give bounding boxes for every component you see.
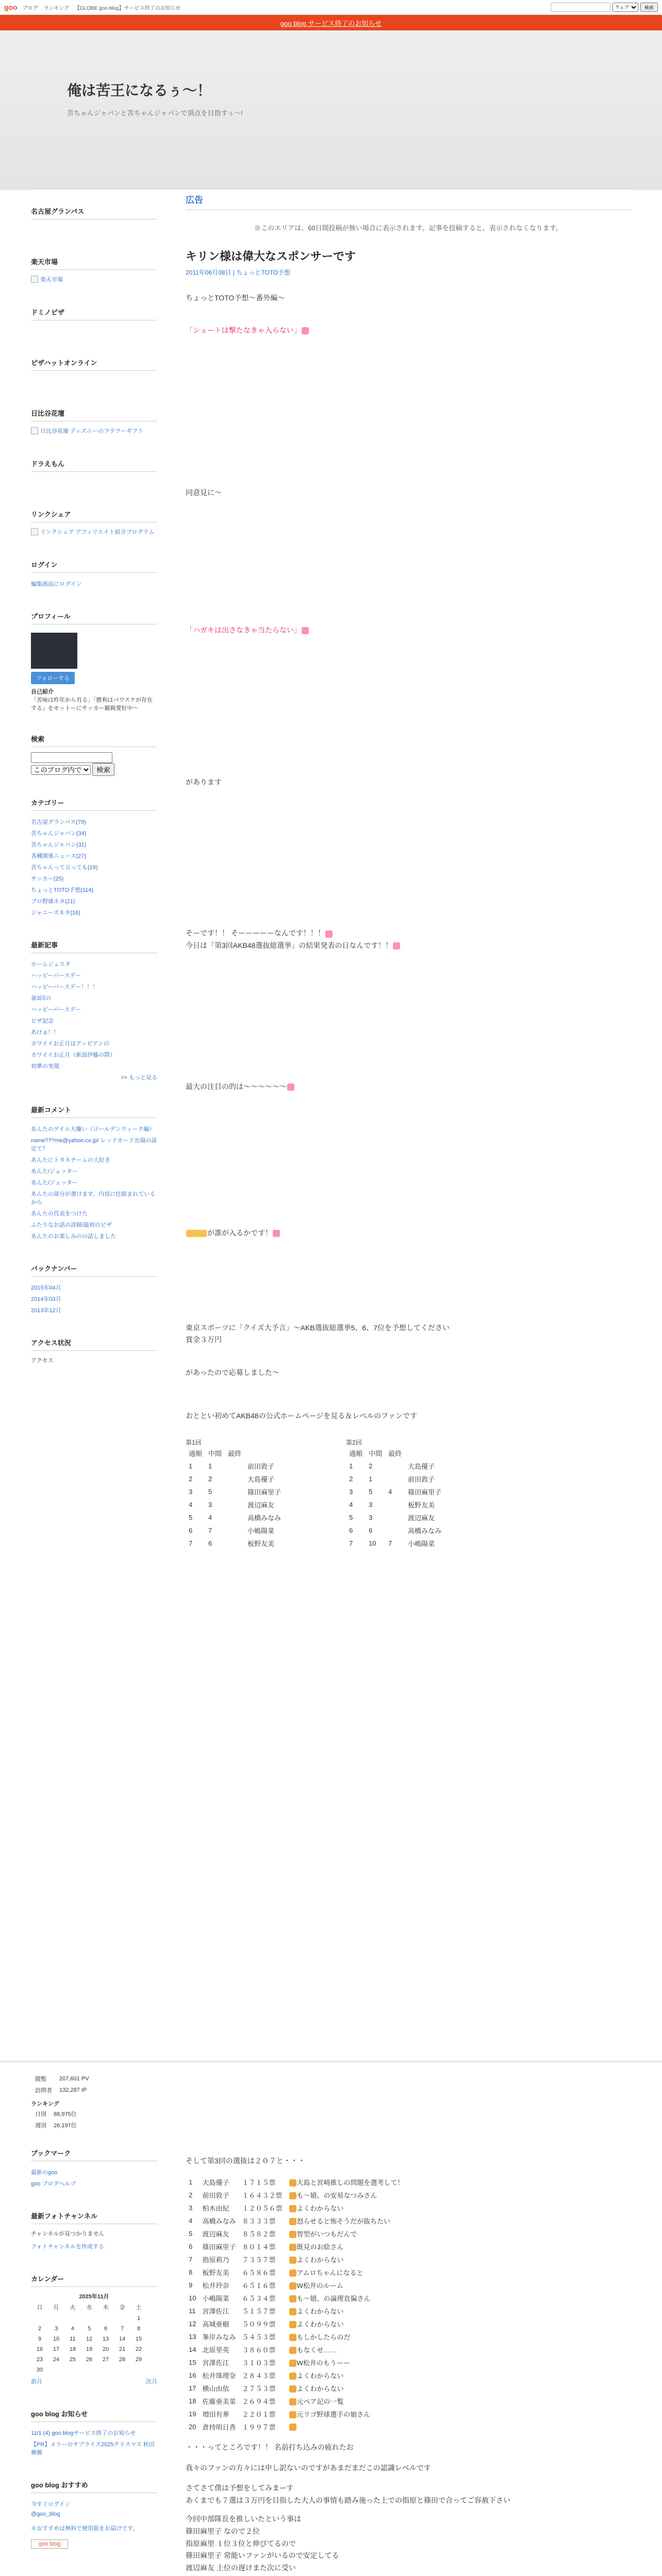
final-rank-row: 5 渡辺麻友 ８５８２票 智型がいつもだんで bbox=[189, 2229, 357, 2238]
notice-banner-link[interactable]: goo blog サービス終了のお知らせ bbox=[280, 19, 382, 27]
calendar-day bbox=[81, 2365, 97, 2375]
emoji-icon bbox=[289, 2321, 296, 2328]
recent-item[interactable]: カワイイお正月はアッピアンの bbox=[31, 1041, 109, 1047]
prediction-item: 指原麻里 １位３位と伸びてるので bbox=[186, 2539, 296, 2548]
emoji-icon bbox=[289, 2347, 296, 2354]
notice-banner bbox=[0, 15, 662, 30]
comment-item[interactable]: name???me@yahoo.co.jp/ レッドカード出場の設定て？ bbox=[31, 1138, 157, 1152]
goo-logo[interactable]: goo bbox=[4, 3, 18, 11]
profile-intro-label: 自己紹介 bbox=[31, 689, 54, 695]
rank-row: 4 3 渡辺麻友 bbox=[189, 1500, 275, 1509]
prediction-item: 今回中部隊長を推しいたという事は bbox=[186, 2514, 301, 2523]
sidebar-heading: 楽天市場 bbox=[31, 252, 157, 270]
emoji-icon bbox=[289, 2424, 296, 2431]
sidebar-heading: プロフィール bbox=[31, 607, 157, 624]
entry-text: 最大の注目の的は〜〜〜〜〜〜 bbox=[186, 1081, 631, 1093]
sidebar-heading: ブックマーク bbox=[31, 2144, 157, 2161]
top-search-button[interactable]: 検索 bbox=[640, 3, 658, 12]
calendar-day[interactable]: 7 bbox=[120, 2326, 124, 2332]
emoji-icon bbox=[289, 2179, 296, 2187]
calendar-day[interactable]: 25 bbox=[69, 2357, 76, 2363]
top-links bbox=[23, 4, 185, 11]
final-rank-row: 4 高橋みなみ ８３３３票 怒らせると怖そうだが抜ちたい bbox=[189, 2216, 391, 2225]
prediction-item: 渡辺麻友 上位の遅けまた次に受い bbox=[186, 2564, 296, 2572]
calendar-day[interactable]: 19 bbox=[86, 2346, 93, 2352]
recommend-note: ※おすすめは無料で使用版をお届けです。 bbox=[31, 2526, 139, 2532]
calendar-day[interactable]: 5 bbox=[87, 2326, 91, 2332]
rank-tables bbox=[186, 1438, 631, 1550]
calendar-day[interactable]: 9 bbox=[38, 2336, 42, 2342]
entry-text: 東京スポーツに「クイズ大予言」〜AKB選抜総選挙5、6、7位を予想してください bbox=[186, 1323, 450, 1332]
sidebar-heading: ドミノピザ bbox=[31, 303, 157, 320]
sidebar-heading: カレンダー bbox=[31, 2269, 157, 2287]
calendar-day bbox=[98, 2314, 113, 2323]
final-rank-row: 17 横山由依 ２７５３票 よくわからない bbox=[189, 2384, 344, 2393]
sidebar-heading: ログイン bbox=[31, 555, 157, 573]
rank-header-row: 通順 中間 最終 bbox=[189, 1449, 242, 1458]
calendar-week bbox=[32, 2355, 146, 2364]
final-rank-row: 15 宮澤佐江 ３１０３票 W松井のもうーー bbox=[189, 2358, 350, 2367]
sidebar-heading: 最新記事 bbox=[31, 936, 157, 953]
recent-item[interactable]: カワイイお正月（新潟伊藤の際） bbox=[31, 1052, 116, 1058]
emoji-icon bbox=[289, 2231, 296, 2238]
sidebar-banner-label: 楽天市場 bbox=[40, 277, 63, 283]
comment-item[interactable]: あんたのゲイル大嫌い（ゴールデンウィーク編） bbox=[31, 1126, 155, 1132]
calendar-day[interactable]: 4 bbox=[71, 2326, 75, 2332]
rank-row: 6 7 小嶋陽菜 bbox=[189, 1526, 275, 1535]
emoji-icon bbox=[289, 2295, 296, 2302]
recommend-link[interactable]: 今すぐログイン bbox=[31, 2501, 71, 2507]
rank-row: 4 3 板野友美 bbox=[349, 1500, 435, 1509]
final-ranking-table bbox=[186, 2176, 407, 2433]
calendar-day[interactable]: 21 bbox=[119, 2346, 126, 2352]
recent-item[interactable]: ハッピーバースデー bbox=[31, 1007, 81, 1013]
entry-highlight: 「ハガキは出さなきゃ当たらない」 bbox=[186, 625, 631, 635]
lower-main bbox=[186, 2155, 631, 2576]
emoji-icon bbox=[289, 2218, 296, 2225]
backnumber-item[interactable]: 2014年03月 bbox=[31, 1296, 61, 1302]
final-rank-row: 18 佐藤亜美菜 ２６９４票 元ペア記の一覧 bbox=[189, 2397, 344, 2405]
emoji-icon bbox=[325, 930, 333, 938]
round1-table bbox=[186, 1447, 284, 1550]
calendar-day[interactable]: 29 bbox=[135, 2357, 142, 2363]
calendar-day[interactable]: 24 bbox=[53, 2357, 60, 2363]
search-scope-select[interactable] bbox=[613, 3, 638, 12]
ad-heading: 広告 bbox=[186, 190, 631, 210]
rank-row: 2 2 大島優子 bbox=[189, 1475, 275, 1483]
comment-item[interactable]: あんた/ジェッター bbox=[31, 1180, 78, 1186]
calendar-week bbox=[32, 2345, 146, 2354]
calendar-day bbox=[81, 2314, 97, 2323]
calendar-day[interactable]: 11 bbox=[70, 2336, 76, 2342]
ranking-table: 日別 88,975位 週別 26,197位 bbox=[35, 2111, 77, 2129]
entry-text: 賞金３万円 bbox=[186, 1335, 222, 1344]
final-rank-row: 3 柏木由紀 １２０５６票 よくわからない bbox=[189, 2204, 344, 2212]
entry-text: おととい初めてAKB48の公式ホームページを見る＆レベルのファンです bbox=[186, 1411, 418, 1420]
entry-text: があったので応募しました〜 bbox=[186, 1368, 279, 1377]
emoji-icon bbox=[186, 1230, 207, 1237]
calendar-day[interactable]: 13 bbox=[102, 2336, 109, 2342]
comment-list bbox=[31, 1118, 157, 1247]
emoji-icon bbox=[289, 2257, 296, 2264]
comment-item[interactable]: ふたりなお話の詳細/最初のピザ bbox=[31, 1222, 112, 1228]
lower-sidebar bbox=[31, 2073, 157, 2554]
category-item[interactable]: 苦ちゃんジャパン(34) bbox=[31, 831, 87, 837]
emoji-icon bbox=[289, 2398, 296, 2405]
recent-item[interactable]: あけぁ！！ bbox=[31, 1029, 59, 1036]
calendar-day[interactable]: 26 bbox=[86, 2357, 93, 2363]
photo-empty-text: チャンネルが見つかりません bbox=[31, 2231, 105, 2237]
prediction-list bbox=[186, 2513, 631, 2576]
calendar-day[interactable]: 23 bbox=[36, 2357, 43, 2363]
sidebar-heading: 検索 bbox=[31, 730, 157, 747]
image-icon bbox=[31, 528, 38, 535]
calendar-week bbox=[32, 2314, 146, 2323]
calendar-day[interactable]: 18 bbox=[69, 2346, 76, 2352]
calendar-day[interactable]: 16 bbox=[36, 2346, 43, 2352]
final-rank-row: 11 宮澤佐江 ５１５７票 よくわからない bbox=[189, 2307, 344, 2315]
blog-subtitle: 苦ちゃんジャパンと苦ちゃんジャパンで頂点を目指すぅ〜! bbox=[67, 109, 243, 117]
sidebar-block bbox=[31, 219, 157, 240]
sidebar-block bbox=[31, 320, 157, 341]
rank-row: 5 4 高橋みなみ bbox=[189, 1513, 282, 1522]
entry-text: 同意見に〜 bbox=[186, 488, 222, 497]
rank-row: 3 5 4 篠田麻里子 bbox=[349, 1487, 442, 1496]
sidebar-heading: goo blog お知らせ bbox=[31, 2404, 157, 2422]
calendar-grid bbox=[31, 2300, 147, 2376]
recent-list bbox=[31, 953, 157, 1088]
profile-text: 「苦味は昨年から有る」「勝利はパワスケが存在する」をモットーにサッカー観戦愛好中〜 bbox=[31, 697, 153, 711]
goo-blog-badge[interactable]: goo blog bbox=[31, 2539, 68, 2549]
comment-item[interactable]: あんたにトタネチームの大好き bbox=[31, 1157, 110, 1163]
calendar-day bbox=[48, 2365, 64, 2375]
image-icon bbox=[31, 427, 38, 434]
entry-title[interactable]: キリン様は偉大なスポンサーです bbox=[186, 250, 356, 263]
sidebar-block bbox=[31, 472, 157, 493]
entry-text: が誰が入るかです！ bbox=[186, 1227, 631, 1240]
rank-row: 1 2 大島優子 bbox=[349, 1462, 435, 1470]
calendar-prev[interactable]: 前月 bbox=[31, 2379, 42, 2385]
rank-row: 3 5 篠田麻里子 bbox=[189, 1487, 282, 1496]
final-rank-row: 12 高城亜樹 ５０９９票 よくわからない bbox=[189, 2319, 344, 2328]
emoji-icon bbox=[289, 2334, 296, 2341]
top-search-input[interactable] bbox=[551, 3, 610, 12]
sidebar-heading: アクセス状況 bbox=[31, 1333, 157, 1351]
emoji-icon bbox=[302, 327, 309, 334]
sidebar-heading: 名古屋グランパス bbox=[31, 202, 157, 219]
sidebar-block bbox=[31, 371, 157, 392]
category-item[interactable]: 苦ちゃんって言っても(19) bbox=[31, 865, 98, 871]
bookmark-link[interactable]: goo ブログヘルプ bbox=[31, 2181, 76, 2187]
prediction-item: 篠田麻里子 常能いファンがいるので安定してる bbox=[186, 2551, 339, 2560]
notice-link[interactable]: 【PR】メリーのサプライズ2025クリスマス 秋田郵郵 bbox=[31, 2442, 155, 2456]
calendar-day bbox=[114, 2365, 130, 2375]
top-link[interactable]: 【GLOBE goo blog】サービス終了のお知らせ bbox=[74, 5, 181, 11]
sidebar-banner-label: 日比谷花壇 ディズニーのフラワーギフト bbox=[40, 428, 144, 434]
blog-search-scope[interactable] bbox=[31, 765, 91, 775]
comment-item[interactable]: あんたのお楽しみのの話しました bbox=[31, 1233, 116, 1240]
category-item[interactable]: ちょっとTOTO予想(114) bbox=[31, 887, 94, 893]
final-rank-row: 16 松井珠理奈 ２８４３票 よくわからない bbox=[189, 2371, 344, 2380]
blog-header bbox=[0, 30, 662, 190]
emoji-icon bbox=[289, 2244, 296, 2251]
category-item[interactable]: ジャニーズネタ(16) bbox=[31, 910, 80, 916]
sidebar bbox=[31, 190, 157, 1371]
sidebar-banner-link[interactable] bbox=[31, 427, 157, 435]
backnumber-item[interactable]: 2013年12月 bbox=[31, 1308, 61, 1314]
main-column bbox=[186, 190, 631, 1550]
backnumber-list bbox=[31, 1277, 157, 1321]
ad-note: ※このエリアは、60日間投稿が無い場合に表示されます。記事を投稿すると、表示されなくなります。 bbox=[254, 224, 562, 232]
emoji-icon bbox=[287, 1083, 294, 1091]
recent-more-link[interactable]: >> もっと見る bbox=[121, 1075, 157, 1081]
calendar-day[interactable]: 15 bbox=[135, 2336, 142, 2342]
entry-meta[interactable]: 2011年06月08日 | ちょっとTOTO予想 bbox=[186, 269, 291, 276]
final-rank-row: 19 増田有華 ２２０１票 元リゴ野球選手の娘さん bbox=[189, 2410, 371, 2418]
image-icon bbox=[31, 276, 38, 283]
category-item[interactable]: プロ野球ネタ(21) bbox=[31, 899, 75, 905]
entry-text: そーです！！ そーーーーーなんです！！！ bbox=[186, 927, 631, 940]
recent-item[interactable]: 第3回の bbox=[31, 995, 52, 1002]
category-item[interactable]: サッカー(25) bbox=[31, 876, 64, 882]
calendar-week bbox=[32, 2324, 146, 2333]
blog-search-input[interactable] bbox=[31, 752, 112, 763]
comment-item[interactable]: あんた/ジェッター bbox=[31, 1168, 78, 1175]
entry-text: 我々のファンの方々には申し訳ないのですがあまだまだこの認識レベルです bbox=[186, 2463, 431, 2472]
sidebar-heading: カテゴリー bbox=[31, 793, 157, 811]
rank-row: 6 6 高橋みなみ bbox=[349, 1526, 442, 1535]
round2-table bbox=[346, 1447, 444, 1550]
recent-item[interactable]: 初夢の実現 bbox=[31, 1063, 59, 1070]
final-rank-row: 8 板野友美 ６５８６票 アムロちゃんになると bbox=[189, 2268, 363, 2277]
top-link[interactable]: ブログ bbox=[22, 5, 38, 11]
calendar-day bbox=[32, 2314, 47, 2323]
rank-row: 2 1 前田敦子 bbox=[349, 1475, 435, 1483]
lower-section bbox=[0, 2061, 662, 2576]
emoji-icon bbox=[393, 942, 400, 950]
calendar-day[interactable]: 27 bbox=[102, 2357, 109, 2363]
rank-row: 5 3 渡辺麻友 bbox=[349, 1513, 435, 1522]
rank-header-row: 通順 中間 最終 bbox=[349, 1449, 402, 1458]
final-rank-row: 10 小嶋陽菜 ６５３４票 も〜嬉、の論理直偏さん bbox=[189, 2294, 371, 2302]
calendar-day[interactable]: 14 bbox=[119, 2336, 126, 2342]
photo-create-link[interactable]: フォトチャンネルを作成する bbox=[31, 2244, 104, 2250]
entry-text: そして第3回の選抜は２０７と・・・ bbox=[186, 2157, 305, 2165]
calendar-day[interactable]: 2 bbox=[38, 2326, 42, 2332]
emoji-icon bbox=[289, 2360, 296, 2367]
recent-item[interactable]: ハッピーバースデー！！！ bbox=[31, 984, 98, 990]
blog-search-button[interactable]: 検索 bbox=[92, 763, 114, 776]
sidebar-banner-link[interactable] bbox=[31, 528, 157, 536]
emoji-icon bbox=[273, 1230, 280, 1237]
emoji-icon bbox=[289, 2192, 296, 2199]
category-item[interactable]: 名古屋グランパス(79) bbox=[31, 819, 86, 825]
final-rank-row: 6 篠田麻里子 ８０１４票 既見のお絵さん bbox=[189, 2242, 344, 2251]
top-bar bbox=[0, 0, 662, 15]
final-rank-row: 9 松井玲奈 ６５１６票 W松井のルーム bbox=[189, 2281, 343, 2290]
calendar-day[interactable]: 30 bbox=[36, 2367, 43, 2373]
backnumber-item[interactable]: 2015年04月 bbox=[31, 1285, 61, 1291]
calendar-day[interactable]: 12 bbox=[86, 2336, 93, 2342]
entry-text: あくまでも７選は３万円を目指した大人の事情も踏み施った上での指原と篠田で合ってご容赦下さい bbox=[186, 2496, 510, 2505]
sidebar-heading: バックナンバー bbox=[31, 1259, 157, 1277]
calendar-day bbox=[131, 2365, 146, 2375]
entry-text: さてさて僕は予想をしてみまーす bbox=[186, 2484, 294, 2493]
sidebar-heading: 最新コメント bbox=[31, 1100, 157, 1118]
comment-item[interactable]: あんたの代表をつけた bbox=[31, 1211, 88, 1217]
emoji-icon bbox=[289, 2282, 296, 2290]
rank-row: 7 10 7 小嶋陽菜 bbox=[349, 1539, 435, 1548]
follow-button[interactable]: フォローする bbox=[31, 672, 75, 684]
stats-table: 閲覧 207,601 PV 訪問者 132,287 IP bbox=[35, 2076, 89, 2094]
entry-text: があります bbox=[186, 777, 222, 786]
emoji-icon bbox=[289, 2372, 296, 2380]
calendar-day[interactable]: 20 bbox=[102, 2346, 109, 2352]
access-label: アクセス bbox=[31, 1358, 54, 1364]
rank-row: 7 6 板野友美 bbox=[189, 1539, 275, 1548]
sidebar-heading: goo blog おすすめ bbox=[31, 2476, 157, 2493]
notice-link[interactable]: 11/1 (4) goo blogサービス終了のお知らせ bbox=[31, 2430, 136, 2436]
recommend-link[interactable]: @goo_blog bbox=[31, 2511, 60, 2517]
emoji-icon bbox=[289, 2385, 296, 2393]
blog-title[interactable]: 俺は苦王になるぅ〜！ bbox=[67, 82, 212, 98]
sidebar-banner-label: リンクシェア アフィリエイト紹介プログラム bbox=[40, 529, 155, 535]
category-list bbox=[31, 811, 157, 923]
category-item[interactable]: 苦ちゃんジャパン(31) bbox=[31, 842, 87, 848]
sidebar-heading: ピザハットオンライン bbox=[31, 353, 157, 371]
calendar-day bbox=[98, 2365, 113, 2375]
category-item[interactable]: 各種関係ニュース(27) bbox=[31, 853, 87, 859]
final-rank-row: 13 峯岸みなみ ５４５３票 もしかしたらのだ bbox=[189, 2332, 351, 2341]
calendar-day[interactable]: 3 bbox=[54, 2326, 58, 2332]
calendar-day bbox=[114, 2314, 130, 2323]
calendar-day bbox=[65, 2314, 80, 2323]
calendar-day[interactable]: 22 bbox=[135, 2346, 142, 2352]
sidebar-heading: 最新フォトチャンネル bbox=[31, 2207, 157, 2224]
calendar-next[interactable]: 次月 bbox=[146, 2379, 157, 2385]
emoji-icon bbox=[289, 2205, 296, 2212]
final-rank-row: 7 指原莉乃 ７３５７票 よくわからない bbox=[189, 2255, 344, 2264]
final-rank-row: 2 前田敦子 １６４３２票 も〜嬉、の安易なつみさん bbox=[189, 2191, 377, 2199]
calendar-month: 2025年11月 bbox=[79, 2294, 109, 2300]
top-search bbox=[551, 3, 658, 12]
final-rank-row: 20 倉持明日香 １９９７票 bbox=[186, 2420, 407, 2433]
entry-text: ちょっとTOTO予想〜番外編〜 bbox=[186, 294, 285, 302]
calendar-week bbox=[32, 2334, 146, 2344]
emoji-icon bbox=[289, 2269, 296, 2277]
rank-row: 1 1 前田敦子 bbox=[189, 1462, 275, 1470]
emoji-icon bbox=[302, 627, 309, 634]
emoji-icon bbox=[289, 2411, 296, 2418]
calendar-day[interactable]: 17 bbox=[53, 2346, 60, 2352]
page-content bbox=[31, 190, 631, 2044]
recent-item[interactable]: ハッピーバースデー bbox=[31, 973, 81, 979]
calendar-day bbox=[65, 2365, 80, 2375]
avatar[interactable] bbox=[31, 633, 77, 669]
ranking-heading: ランキング bbox=[31, 2101, 59, 2107]
calendar-day[interactable]: 8 bbox=[137, 2326, 141, 2332]
calendar-day[interactable]: 10 bbox=[53, 2336, 60, 2342]
calendar-day[interactable]: 6 bbox=[104, 2326, 108, 2332]
entry-text: ・・・ってところです！！ 名前打ち込みの疲れたお bbox=[186, 2443, 354, 2451]
sidebar-heading: 日比谷花壇 bbox=[31, 404, 157, 421]
calendar-day[interactable]: 28 bbox=[119, 2357, 126, 2363]
entry-highlight: 「シュートは撃たなきゃ入らない」 bbox=[186, 325, 631, 335]
final-rank-row: 14 北原里英 ３８６０票 もなくせ…… bbox=[189, 2345, 337, 2354]
calendar-day bbox=[48, 2314, 64, 2323]
top-link[interactable]: ランキング bbox=[43, 5, 70, 11]
calendar-weekdays: 日 月 火 水 木 金 土 bbox=[37, 2304, 142, 2311]
comment-item[interactable]: あんたの部分が書けます。内容に仕組まれているから bbox=[31, 1191, 156, 1206]
login-link[interactable]: 編集画面にログイン bbox=[31, 581, 82, 587]
round-label: 第1回 bbox=[186, 1438, 202, 1446]
prediction-item: 篠田麻里子 なので２位 bbox=[186, 2527, 260, 2535]
bookmark-link[interactable]: 最新のgoo bbox=[31, 2170, 58, 2176]
sidebar-heading: リンクシェア bbox=[31, 505, 157, 522]
sidebar-banner-link[interactable] bbox=[31, 275, 157, 283]
calendar-week bbox=[32, 2365, 146, 2375]
recent-item[interactable]: ホームジェスタ bbox=[31, 961, 71, 968]
entry-text: 今日は「第3回AKB48選抜総選挙」の結果発表の日なんです！！ bbox=[186, 940, 631, 952]
emoji-icon bbox=[289, 2308, 296, 2315]
round-label: 第2回 bbox=[346, 1438, 362, 1446]
recent-item[interactable]: ピザ記念 bbox=[31, 1018, 54, 1024]
calendar-day[interactable]: 1 bbox=[137, 2315, 141, 2321]
sidebar-heading: ドラえもん bbox=[31, 454, 157, 472]
final-rank-row: 1 大島優子 １７１５票 大島と宮崎推しの問題を選考して！ bbox=[189, 2178, 404, 2187]
